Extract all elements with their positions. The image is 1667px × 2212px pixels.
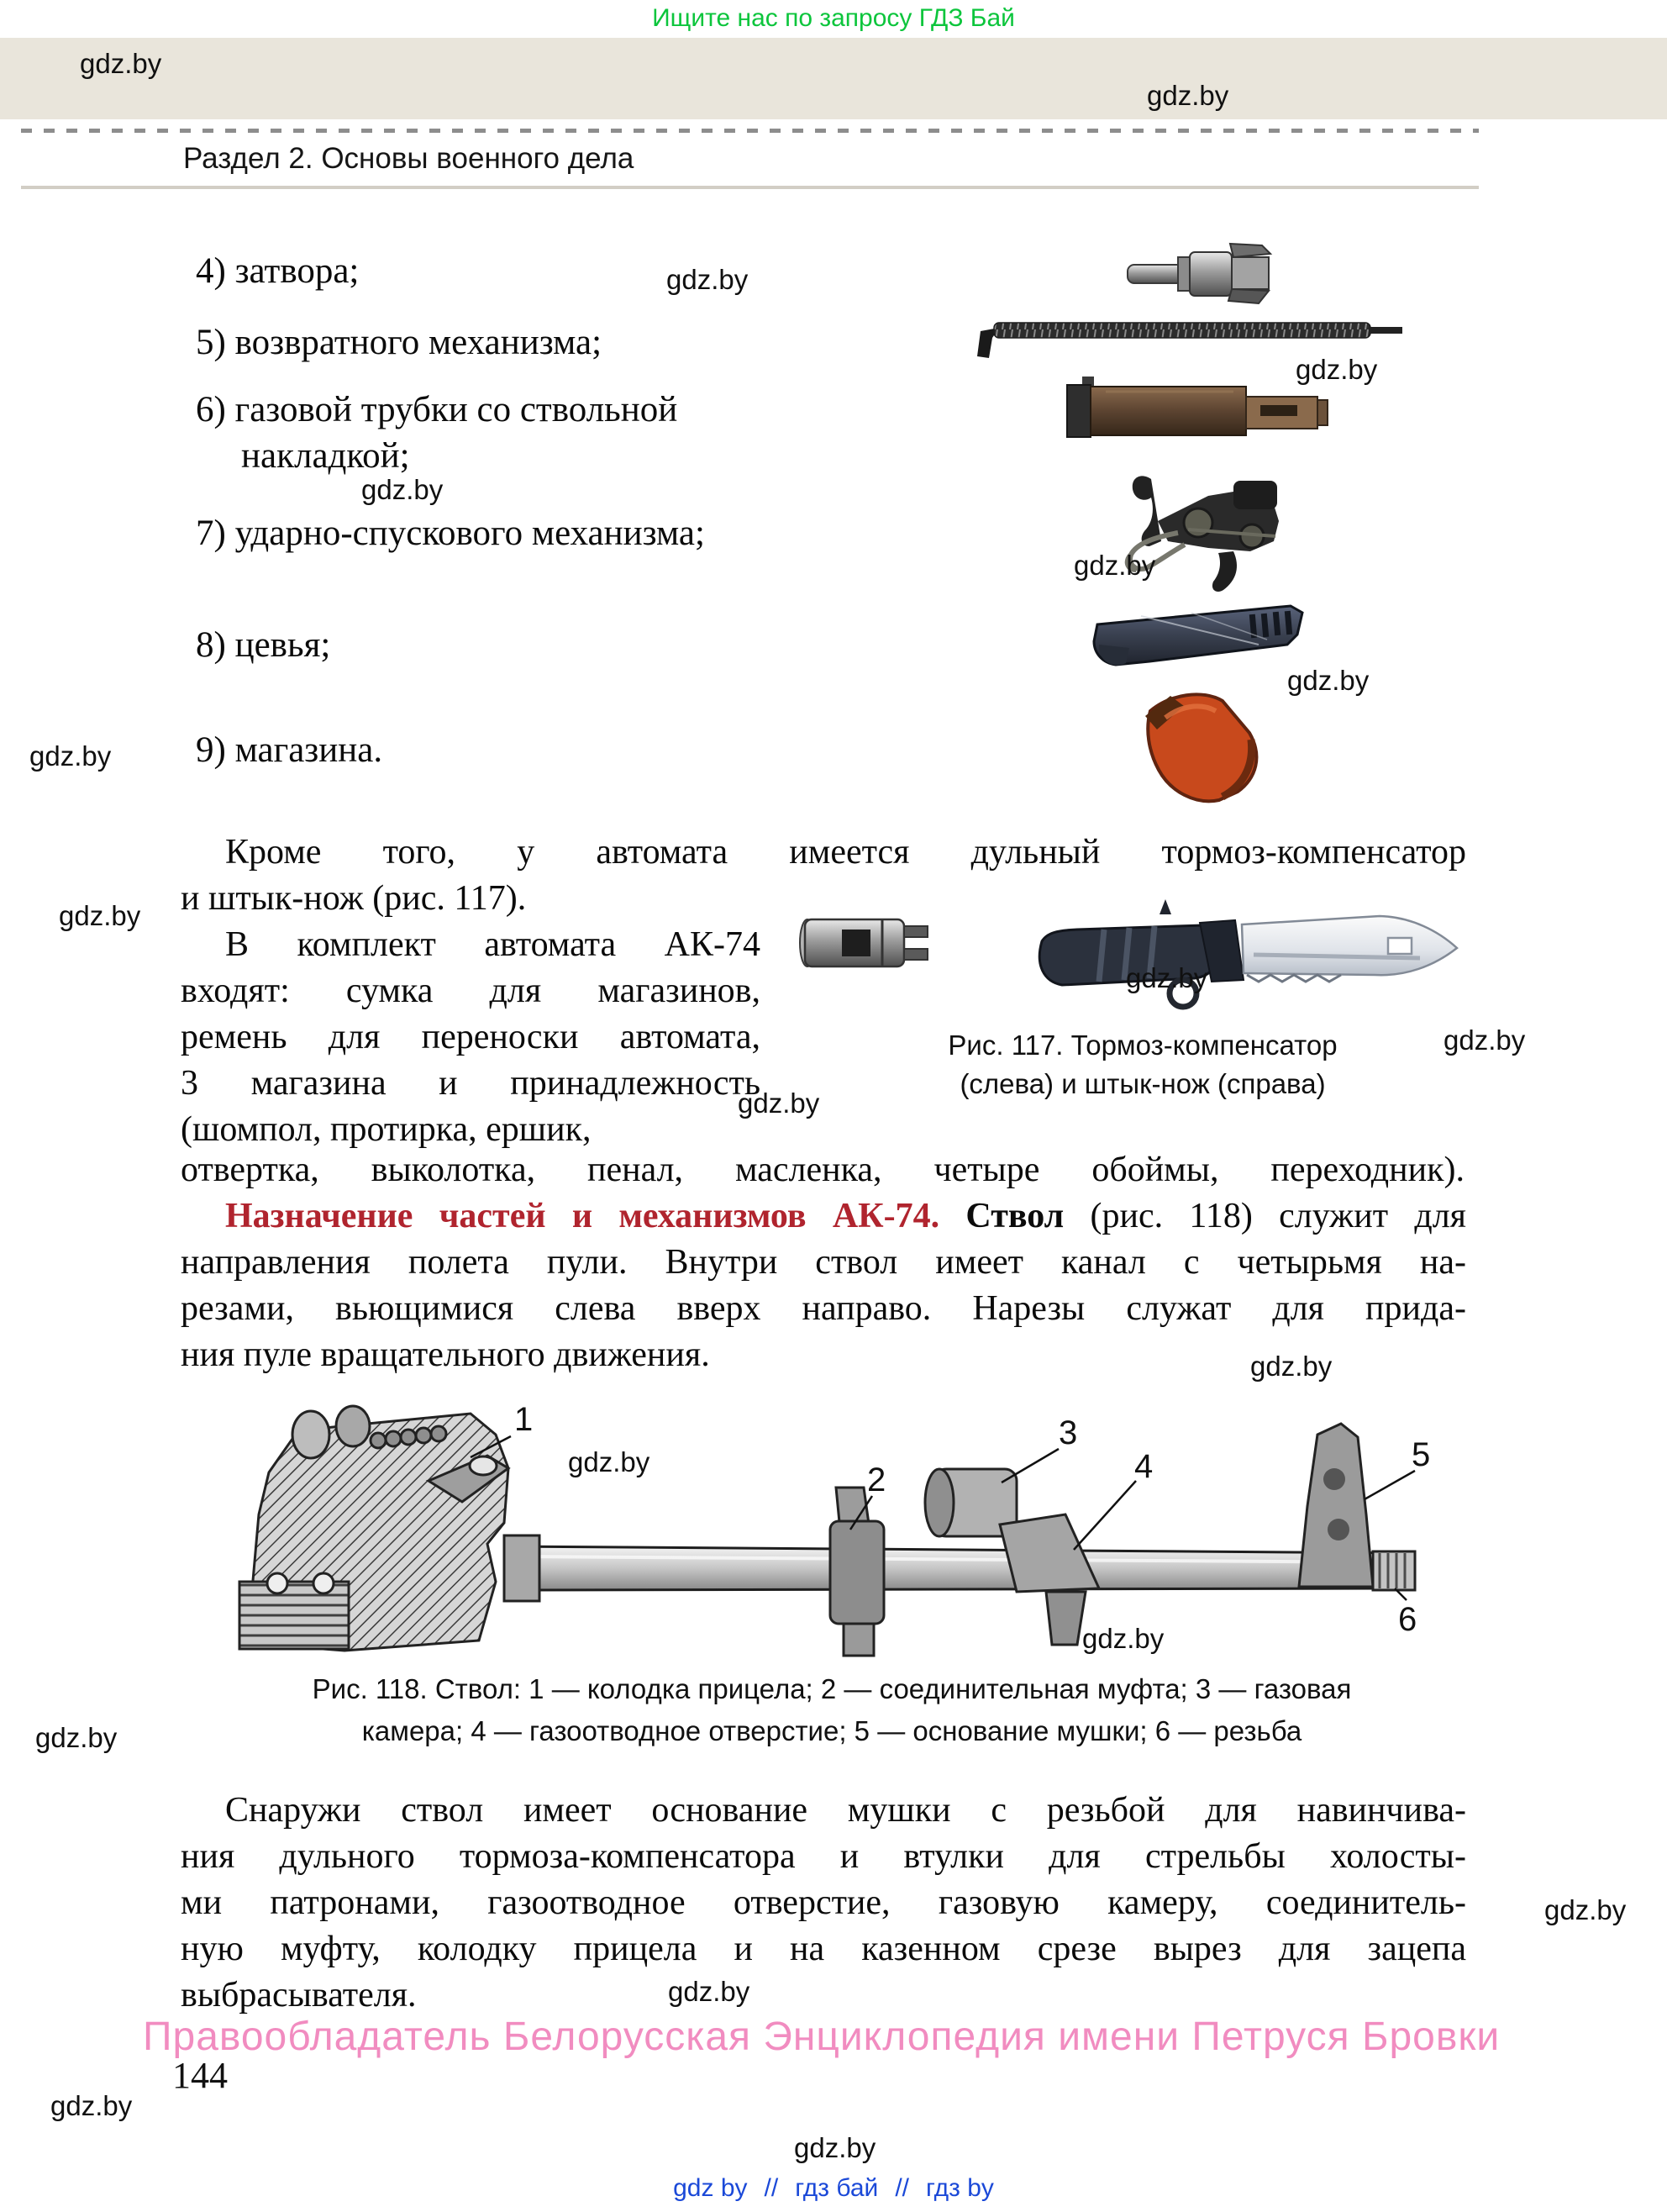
bold-term: Ствол: [939, 1197, 1065, 1235]
watermark: gdz.by: [666, 264, 749, 295]
watermark: gdz.by: [1544, 1894, 1627, 1925]
paragraph-line: В комплект автомата АК-74: [225, 925, 760, 964]
watermark: gdz.by: [1074, 550, 1156, 581]
handguard-image: [1091, 601, 1309, 677]
list-item-6-line1: 6) газовой трубки со ствольной: [196, 390, 678, 429]
bolt-image: [1126, 242, 1277, 305]
barrel-tube: [508, 1546, 1412, 1590]
red-heading: Назначение частей и механизмов АК-74.: [225, 1197, 940, 1235]
figure118-caption-line1: Рис. 118. Ствол: 1 — колодка прицела; 2 — соединительная муфта; 3 — газовая: [312, 1673, 1352, 1704]
section-title: Раздел 2. Основы военного дела: [183, 142, 634, 175]
figure117-caption-line2: (слева) и штык-нож (справа): [960, 1068, 1326, 1099]
watermark: gdz.by: [50, 2090, 133, 2121]
magazine-image: [1122, 687, 1277, 805]
figure117-caption-line1: Рис. 117. Тормоз-компенсатор: [948, 1030, 1338, 1061]
watermark: gdz.by: [568, 1446, 650, 1477]
list-item-7: 7) ударно-спускового механизма;: [196, 514, 705, 553]
paragraph-line: выбрасывателя.: [181, 1976, 417, 2014]
list-item-4: 4) затвора;: [196, 251, 360, 291]
watermark: gdz.by: [1126, 962, 1208, 993]
footer-link-separator: //: [764, 2174, 779, 2202]
watermark: gdz.by: [35, 1722, 118, 1753]
paragraph-line: и штык-нож (рис. 117).: [181, 879, 527, 918]
bayonet-image: [1027, 898, 1468, 1015]
figure118-label-3: 3: [1059, 1414, 1078, 1451]
list-item-6-line2: накладкой;: [241, 436, 410, 476]
watermark: gdz.by: [1147, 80, 1229, 111]
front-sight-base: [1299, 1424, 1373, 1587]
paragraph-line: ремень для переноски автомата,: [181, 1018, 760, 1056]
watermark: gdz.by: [794, 2132, 876, 2163]
paragraph-line: резами, вьющимися слева вверх направо. Нарезы служат для прида-: [181, 1289, 1466, 1328]
muzzle-brake-image: [798, 912, 945, 975]
paragraph-line: ную муфту, колодку прицела и на казенном срезе вырез для зацепа: [181, 1930, 1466, 1968]
figure118-label-6: 6: [1398, 1601, 1417, 1638]
paragraph-line: отвертка, выколотка, пенал, масленка, четыре обоймы, переходник).: [181, 1151, 1465, 1189]
footer-links: [0, 2173, 1667, 2204]
separator-line: [21, 186, 1479, 189]
watermark: gdz.by: [738, 1088, 820, 1119]
footer-link-gdz-by-2[interactable]: гдз by: [926, 2174, 994, 2202]
list-item-8: 8) цевья;: [196, 625, 331, 665]
figure118-label-4: 4: [1134, 1448, 1154, 1485]
footer-link-gdz-bai[interactable]: гдз бай: [795, 2174, 879, 2202]
paragraph-line: 3 магазина и принадлежность: [181, 1064, 760, 1103]
watermark: gdz.by: [1082, 1623, 1165, 1654]
page-number: 144: [172, 2055, 228, 2096]
paragraph-line: Снаружи ствол имеет основание мушки с резьбой для навинчива-: [225, 1791, 1466, 1830]
list-item-5: 5) возвратного механизма;: [196, 323, 602, 362]
paragraph-line: входят: сумка для магазинов,: [181, 972, 760, 1010]
watermark: gdz.by: [1250, 1351, 1333, 1382]
promo-banner: Ищите нас по запросу ГДЗ Бай: [652, 4, 1015, 32]
figure118-label-2: 2: [867, 1462, 886, 1498]
watermark: gdz.by: [29, 740, 112, 772]
paragraph-line: ми патронами, газоотводное отверстие, газовую камеру, соединитель-: [181, 1883, 1466, 1922]
watermark: gdz.by: [668, 1976, 750, 2007]
watermark: gdz.by: [1444, 1024, 1526, 1056]
paragraph-line: Кроме того, у автомата имеется дульный тормоз-компенсатор: [225, 833, 1466, 872]
paragraph-line: ния пуле вращательного движения.: [181, 1335, 710, 1374]
footer-link-gdz-by[interactable]: gdz by: [673, 2174, 748, 2202]
figure118-caption-line2: камера; 4 — газоотводное отверстие; 5 — основание мушки; 6 — резьба: [361, 1715, 1302, 1746]
figure118-label-1: 1: [514, 1401, 534, 1438]
paragraph-line: ния дульного тормоза-компенсатора и втулки для стрельбы холосты-: [181, 1837, 1466, 1876]
paragraph-line: направления полета пули. Внутри ствол имеет канал с четырьмя на-: [181, 1243, 1466, 1282]
copyright-notice: Правообладатель Белорусская Энциклопедия имени Петруся Бровки: [143, 2014, 1501, 2059]
watermark: gdz.by: [361, 474, 444, 505]
dashed-separator: [21, 129, 1479, 133]
watermark: gdz.by: [80, 48, 162, 79]
watermark: gdz.by: [1287, 665, 1370, 696]
figure118-diagram: [218, 1388, 1496, 1674]
paragraph-line: (шомпол, протирка, ершик,: [181, 1110, 592, 1149]
footer-link-separator: //: [895, 2174, 909, 2202]
heading-rest: (рис. 118) служит для: [1064, 1197, 1466, 1235]
watermark: gdz.by: [59, 900, 141, 931]
list-item-9: 9) магазина.: [196, 730, 383, 770]
header-band: [0, 38, 1667, 119]
paragraph-line-heading: [225, 1196, 1466, 1238]
watermark: gdz.by: [1296, 354, 1378, 385]
figure118-label-5: 5: [1412, 1436, 1431, 1473]
